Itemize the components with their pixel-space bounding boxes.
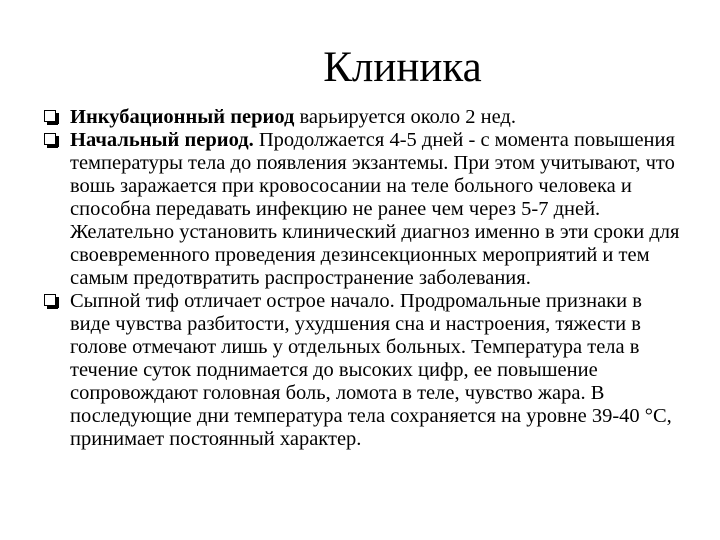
bullet-bold-text: Начальный период. (70, 129, 254, 151)
bullet-text: Сыпной тиф отличает острое начало. Продромальные признаки в виде чувства разбитости, ухудшения сна и настроения, тяжести в голове отмечают лишь у отдельных больных. Температура тела в течение суток поднимается до высоких цифр, ее повышение сопровождают головная боль, ломота в теле, чувство жара. В последующие дни температура тела сохраняется на уровне 39-40 °С, принимает постоянный характер. (70, 290, 672, 450)
bullet-text: варьируется около 2 нед. (294, 106, 516, 128)
bullet-text: Продолжается 4-5 дней - с момента повышения температуры тела до появления экзантемы. При этом учитывают, что вошь заражается при кровососании на теле больного человека и способна передавать инфекцию не ранее чем через 5-7 дней. Желательно установить клинический диагноз именно в эти сроки для своевременного проведения дезинсекционных мероприятий и тем самым предотвратить распространение заболевания. (70, 129, 680, 289)
slide-title (0, 40, 720, 96)
hollow-square-bullet-icon (44, 294, 58, 308)
bullet-incubation (36, 106, 684, 129)
slide-title-text: Клиника (323, 44, 482, 91)
bullet-bold-text: Инкубационный период (70, 106, 295, 128)
slide-content (36, 106, 684, 451)
hollow-square-bullet-icon (44, 133, 58, 147)
hollow-square-bullet-icon (44, 110, 58, 124)
bullet-initial-period (36, 129, 684, 290)
bullet-typhus-onset (36, 290, 684, 451)
